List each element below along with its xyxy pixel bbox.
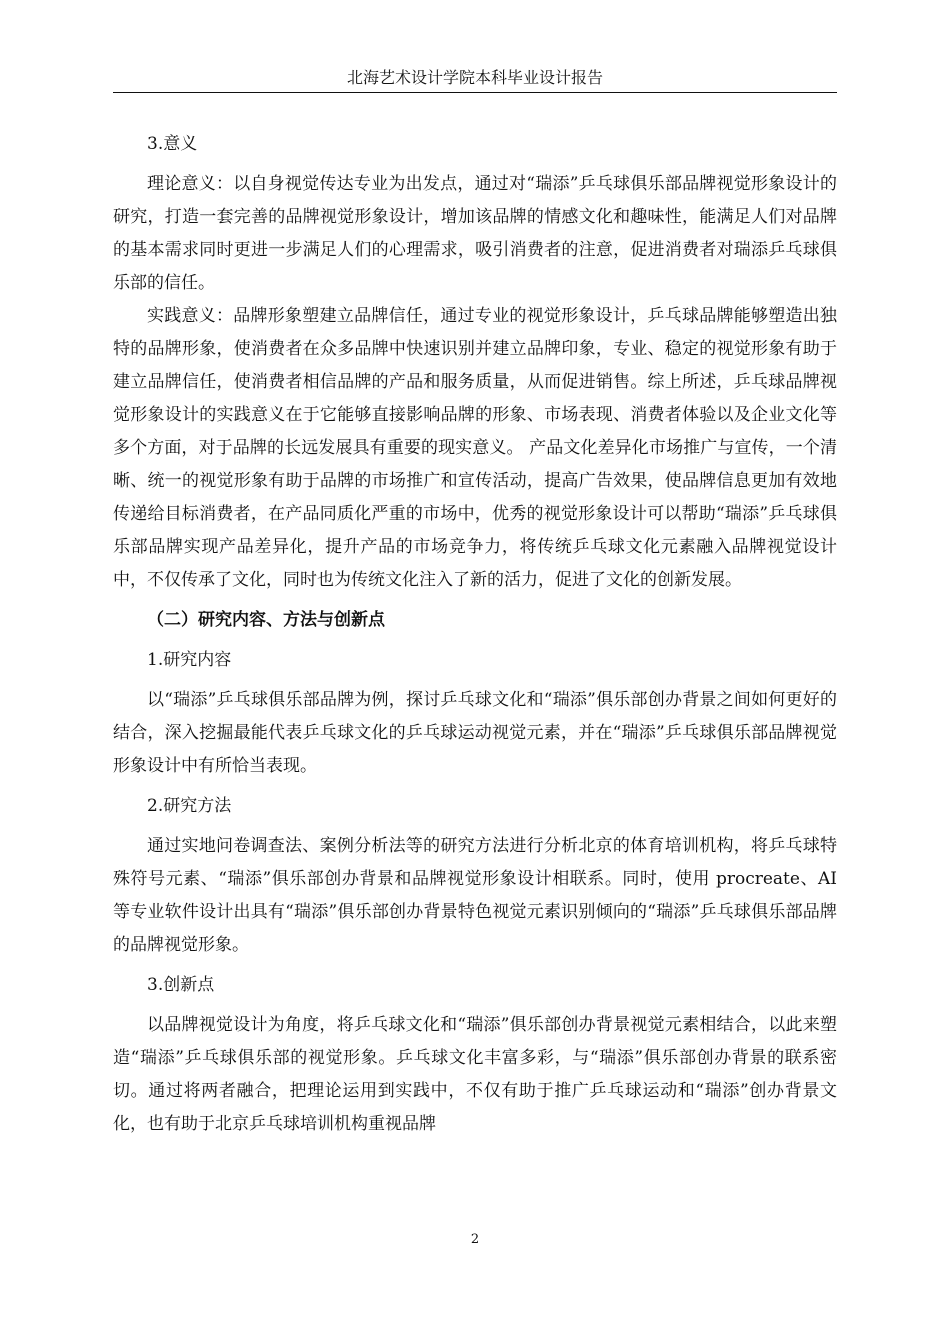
research-content-paragraph: 以“瑞添”乒乓球俱乐部品牌为例，探讨乒乓球文化和“瑞添”俱乐部创办背景之间如何更好的结合，深入挖掘最能代表乒乓球文化的乒乓球运动视觉元素，并在“瑞添”乒乓球俱乐部品牌视觉形象设计中有所恰当表现。 xyxy=(113,690,837,776)
page-body xyxy=(113,128,837,1141)
section-heading: （二）研究内容、方法与创新点 xyxy=(147,610,385,630)
innovation-heading: 3.创新点 xyxy=(147,975,215,995)
theory-significance-paragraph: 理论意义：以自身视觉传达专业为出发点，通过对“瑞添”乒乓球俱乐部品牌视觉形象设计的研究，打造一套完善的品牌视觉形象设计，增加该品牌的情感文化和趣味性，能满足人们对品牌的基本需求同时更进一步满足人们的心理需求，吸引消费者的注意，促进消费者对瑞添乒乓球俱乐部的信任。 xyxy=(113,174,837,293)
header-rule xyxy=(113,92,837,93)
practice-significance-paragraph: 实践意义：品牌形象塑建立品牌信任，通过专业的视觉形象设计，乒乓球品牌能够塑造出独特的品牌形象，使消费者在众多品牌中快速识别并建立品牌印象，专业、稳定的视觉形象有助于建立品牌信任，使消费者相信品牌的产品和服务质量，从而促进销售。综上所述，乒乓球品牌视觉形象设计的实践意义在于它能够直接影响品牌的形象、市场表现、消费者体验以及企业文化等多个方面，对于品牌的长远发展具有重要的现实意义。 产品文化差异化市场推广与宣传，一个清晰、统一的视觉形象有助于品牌的市场推广和宣传活动，提高广告效果，使品牌信息更加有效地传递给目标消费者，在产品同质化严重的市场中，优秀的视觉形象设计可以帮助“瑞添”乒乓球俱乐部品牌实现产品差异化，提升产品的市场竞争力，将传统乒乓球文化元素融入品牌视觉设计中，不仅传承了文化，同时也为传统文化注入了新的活力，促进了文化的创新发展。 xyxy=(113,306,837,590)
innovation-paragraph: 以品牌视觉设计为角度，将乒乓球文化和“瑞添”俱乐部创办背景视觉元素相结合，以此来塑造“瑞添”乒乓球俱乐部的视觉形象。乒乓球文化丰富多彩，与“瑞添”俱乐部创办背景的联系密切。通过将两者融合，把理论运用到实践中，不仅有助于推广乒乓球运动和“瑞添”创办背景文化，也有助于北京乒乓球培训机构重视品牌 xyxy=(113,1015,837,1134)
research-content-heading: 1.研究内容 xyxy=(147,650,232,670)
running-header: 北海艺术设计学院本科毕业设计报告 xyxy=(346,68,603,87)
research-method-paragraph: 通过实地问卷调查法、案例分析法等的研究方法进行分析北京的体育培训机构，将乒乓球特殊符号元素、“瑞添”俱乐部创办背景和品牌视觉形象设计相联系。同时，使用 procreate、AI 等专业软件设计出具有“瑞添”俱乐部创办背景特色视觉元素识别倾向的“瑞添”乒乓球俱乐部品牌的品牌视觉形象。 xyxy=(113,836,837,955)
significance-heading: 3.意义 xyxy=(147,134,198,154)
page-number: 2 xyxy=(470,1232,480,1247)
research-method-heading: 2.研究方法 xyxy=(147,796,232,816)
